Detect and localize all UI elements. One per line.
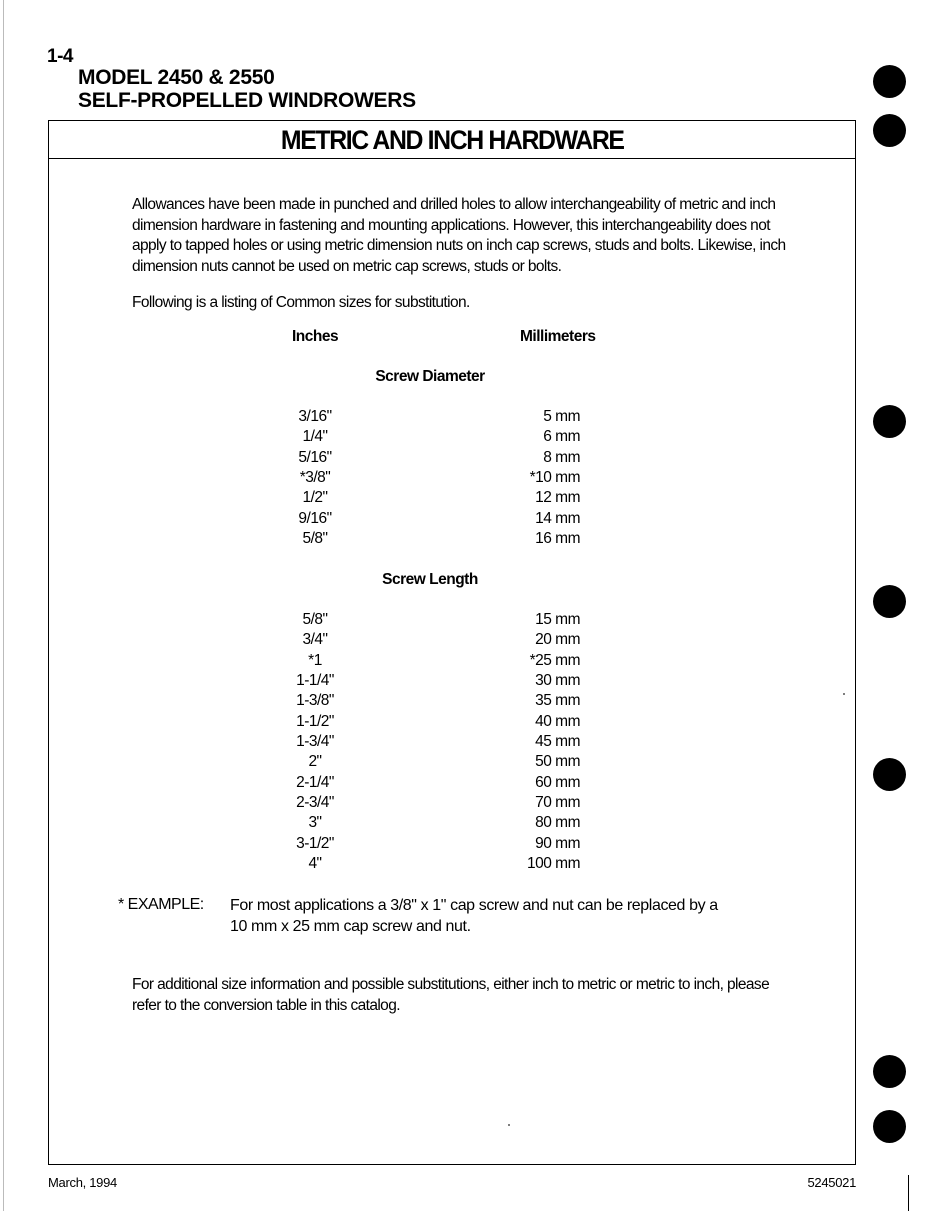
inch-value: 1/4" bbox=[302, 428, 328, 446]
mm-value: 8 mm bbox=[543, 448, 580, 466]
table-row bbox=[0, 469, 936, 489]
example-label: * EXAMPLE: bbox=[118, 896, 204, 913]
table-row bbox=[0, 631, 936, 651]
mm-value: 40 mm bbox=[535, 712, 580, 730]
mm-value: 6 mm bbox=[543, 428, 580, 446]
mm-value: *10 mm bbox=[529, 469, 580, 487]
mm-value: 90 mm bbox=[535, 834, 580, 852]
table-row bbox=[0, 835, 936, 855]
inch-value: *3/8" bbox=[299, 469, 331, 487]
table-row bbox=[0, 530, 936, 550]
table-row bbox=[0, 510, 936, 530]
mm-value: 30 mm bbox=[535, 672, 580, 690]
punch-hole-icon bbox=[873, 1110, 906, 1143]
table-row bbox=[0, 652, 936, 672]
listing-intro: Following is a listing of Common sizes for substitution. bbox=[132, 294, 470, 311]
screw-length-heading: Screw Length bbox=[382, 571, 478, 588]
table-row bbox=[0, 428, 936, 448]
page-title: METRIC AND INCH HARDWARE bbox=[280, 125, 624, 155]
inches-column-header: Inches bbox=[292, 328, 339, 345]
punch-hole-icon bbox=[873, 1055, 906, 1088]
mm-value: 15 mm bbox=[535, 611, 580, 628]
inch-value: 1/2" bbox=[302, 489, 328, 507]
table-row bbox=[0, 753, 936, 773]
title-bar bbox=[49, 121, 855, 159]
inch-value: 1-1/4" bbox=[296, 672, 334, 690]
mm-value: *25 mm bbox=[529, 651, 580, 669]
millimeters-column-header: Millimeters bbox=[520, 328, 596, 345]
punch-hole-icon bbox=[873, 585, 906, 618]
mm-value: 35 mm bbox=[535, 692, 580, 710]
inch-value: 5/8" bbox=[302, 530, 328, 548]
inch-value: 4" bbox=[308, 855, 322, 873]
inch-value: 5/16" bbox=[298, 448, 332, 466]
left-edge-mark bbox=[3, 0, 4, 1211]
inch-value: 2-3/4" bbox=[296, 794, 334, 812]
mm-value: 12 mm bbox=[535, 489, 580, 507]
table-row bbox=[0, 611, 936, 631]
mm-value: 45 mm bbox=[535, 733, 580, 751]
mm-value: 70 mm bbox=[535, 794, 580, 812]
screw-diameter-table bbox=[0, 408, 936, 550]
inch-value: 2-1/4" bbox=[296, 773, 334, 791]
table-row bbox=[0, 672, 936, 692]
model-line-1: MODEL 2450 & 2550 bbox=[78, 66, 275, 89]
punch-hole-icon bbox=[873, 65, 906, 98]
punch-hole-icon bbox=[873, 114, 906, 147]
inch-value: 1-3/4" bbox=[296, 733, 334, 751]
table-row bbox=[0, 692, 936, 712]
closing-paragraph: For additional size information and possible substitutions, either inch to metric or metric to inch, please refer to the conversion table in this catalog. bbox=[132, 976, 770, 1014]
mm-value: 50 mm bbox=[535, 753, 580, 771]
intro-paragraph: Allowances have been made in punched and drilled holes to allow interchangeability of metric and inch dimension hardware in fastening and mounting applications. However, this interchangeability does not apply to tapped holes or using metric dimension nuts on inch cap screws, studs and bolts. Likewise, inch dimension nuts cannot be used on metric cap screws, studs or bolts. bbox=[132, 196, 786, 275]
mm-value: 100 mm bbox=[527, 855, 580, 873]
mm-value: 20 mm bbox=[535, 631, 580, 649]
model-heading bbox=[78, 66, 416, 112]
right-edge-mark bbox=[908, 1175, 909, 1211]
footer-date: March, 1994 bbox=[48, 1175, 117, 1190]
inch-value: 1-3/8" bbox=[296, 692, 334, 710]
mm-value: 14 mm bbox=[535, 509, 580, 527]
table-row bbox=[0, 855, 936, 875]
table-row bbox=[0, 713, 936, 733]
inch-value: 3-1/2" bbox=[296, 834, 334, 852]
mm-value: 60 mm bbox=[535, 773, 580, 791]
table-row bbox=[0, 794, 936, 814]
table-row bbox=[0, 449, 936, 469]
inch-value: 3/16" bbox=[298, 408, 332, 425]
inch-value: *1 bbox=[308, 651, 322, 669]
example-line-1: For most applications a 3/8" x 1" cap screw and nut can be replaced by a bbox=[230, 897, 718, 914]
table-row bbox=[0, 774, 936, 794]
mm-value: 5 mm bbox=[543, 408, 580, 425]
inch-value: 1-1/2" bbox=[296, 712, 334, 730]
table-row bbox=[0, 408, 936, 428]
footer-code: 5245021 bbox=[807, 1175, 856, 1190]
mm-value: 80 mm bbox=[535, 814, 580, 832]
table-row bbox=[0, 489, 936, 509]
page-number: 1-4 bbox=[47, 46, 73, 67]
example-line-2: 10 mm x 25 mm cap screw and nut. bbox=[230, 917, 471, 935]
inch-value: 5/8" bbox=[302, 611, 328, 628]
scan-speck bbox=[843, 693, 845, 695]
inch-value: 3" bbox=[308, 814, 322, 832]
inch-value: 3/4" bbox=[302, 631, 328, 649]
table-row bbox=[0, 814, 936, 834]
scan-speck bbox=[508, 1124, 510, 1126]
inch-value: 9/16" bbox=[298, 509, 332, 527]
screw-length-table bbox=[0, 611, 936, 875]
model-line-2: SELF-PROPELLED WINDROWERS bbox=[78, 89, 416, 112]
screw-diameter-heading: Screw Diameter bbox=[375, 368, 485, 385]
example-text bbox=[230, 896, 790, 937]
punch-hole-icon bbox=[873, 758, 906, 791]
table-row bbox=[0, 733, 936, 753]
mm-value: 16 mm bbox=[535, 530, 580, 548]
inch-value: 2" bbox=[308, 753, 322, 771]
punch-hole-icon bbox=[873, 405, 906, 438]
